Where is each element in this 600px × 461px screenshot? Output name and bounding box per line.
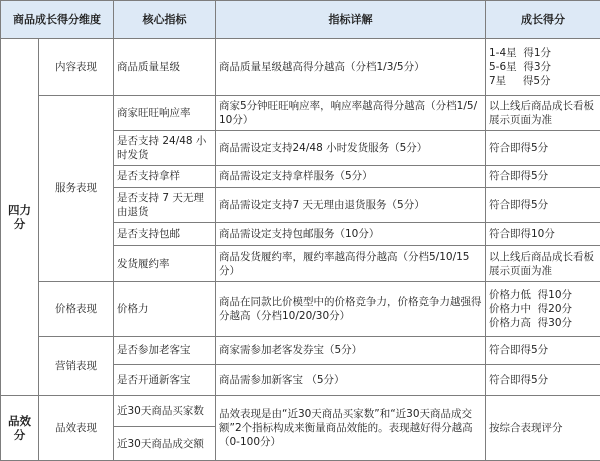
detail-cell: 商家5分钟旺旺响应率，响应率越高得分越高（分档1/5/10分） xyxy=(216,95,486,131)
indicator-cell: 近30天商品买家数 xyxy=(114,395,216,426)
score-cell: 符合即得10分 xyxy=(486,223,600,246)
score-cell xyxy=(486,39,600,96)
score-line: 价格力高 得30分 xyxy=(489,317,573,330)
indicator-cell: 是否支持 24/48 小时发货 xyxy=(114,131,216,166)
header-core-indicator: 核心指标 xyxy=(114,1,216,39)
score-line: 价格力低 得10分 xyxy=(489,289,573,302)
score-cell: 符合即得5分 xyxy=(486,187,600,223)
score-cell: 符合即得5分 xyxy=(486,337,600,364)
header-dimension: 商品成长得分维度 xyxy=(1,1,114,39)
table-row xyxy=(1,39,600,96)
indicator-cell: 是否支持 7 天无理由退货 xyxy=(114,187,216,223)
header-indicator-detail: 指标详解 xyxy=(216,1,486,39)
table-row xyxy=(1,395,600,426)
indicator-cell: 价格力 xyxy=(114,281,216,336)
detail-cell: 商品需设定支持24/48 小时发货服务（5分） xyxy=(216,131,486,166)
indicator-cell: 发货履约率 xyxy=(114,246,216,282)
indicator-cell: 是否开通新客宝 xyxy=(114,364,216,395)
indicator-cell: 近30天商品成交额 xyxy=(114,427,216,461)
score-line: 1-4星 得1分 xyxy=(489,46,552,59)
group-efficiency: 品效表现 xyxy=(39,395,114,460)
dimension-efficiency: 品效分 xyxy=(1,395,39,460)
detail-cell: 商品在同款比价模型中的价格竞争力，价格竞争力越强得分越高（分档10/20/30分） xyxy=(216,281,486,336)
score-cell: 符合即得5分 xyxy=(486,364,600,395)
indicator-cell: 是否参加老客宝 xyxy=(114,337,216,364)
table-row xyxy=(1,337,600,364)
score-line: 5-6星 得3分 xyxy=(489,60,552,73)
detail-cell: 商品需设定支持7 天无理由退货服务（5分） xyxy=(216,187,486,223)
score-cell: 以上线后商品成长看板展示页面为准 xyxy=(486,246,600,282)
score-line: 价格力中 得20分 xyxy=(489,303,573,316)
score-line: 7星 得5分 xyxy=(489,74,551,87)
group-content: 内容表现 xyxy=(39,39,114,96)
detail-cell: 商家需参加老客发券宝（5分） xyxy=(216,337,486,364)
indicator-cell: 是否支持包邮 xyxy=(114,223,216,246)
table-row xyxy=(1,95,600,131)
detail-cell: 商品质量星级越高得分越高（分档1/3/5分） xyxy=(216,39,486,96)
indicator-cell: 是否支持拿样 xyxy=(114,165,216,187)
score-cell: 按综合表现评分 xyxy=(486,395,600,460)
header-row xyxy=(1,1,600,39)
detail-cell: 商品需设定支持包邮服务（10分） xyxy=(216,223,486,246)
score-cell: 符合即得5分 xyxy=(486,165,600,187)
dimension-four-scores: 四力分 xyxy=(1,39,39,396)
score-cell: 以上线后商品成长看板展示页面为准 xyxy=(486,95,600,131)
detail-cell: 商品需参加新客宝 （5分） xyxy=(216,364,486,395)
detail-cell: 品效表现是由“近30天商品买家数”和“近30天商品成交额”2个指标构成来衡量商品效能的。表现越好得分越高（0-100分） xyxy=(216,395,486,460)
indicator-cell: 商家旺旺响应率 xyxy=(114,95,216,131)
group-service: 服务表现 xyxy=(39,95,114,281)
score-cell: 符合即得5分 xyxy=(486,131,600,166)
score-cell xyxy=(486,281,600,336)
group-price: 价格表现 xyxy=(39,281,114,336)
indicator-cell: 商品质量星级 xyxy=(114,39,216,96)
table-row xyxy=(1,281,600,336)
detail-cell: 商品发货履约率，履约率越高得分越高（分档5/10/15分） xyxy=(216,246,486,282)
group-marketing: 营销表现 xyxy=(39,337,114,396)
detail-cell: 商品需设定支持拿样服务（5分） xyxy=(216,165,486,187)
header-growth-score: 成长得分 xyxy=(486,1,600,39)
